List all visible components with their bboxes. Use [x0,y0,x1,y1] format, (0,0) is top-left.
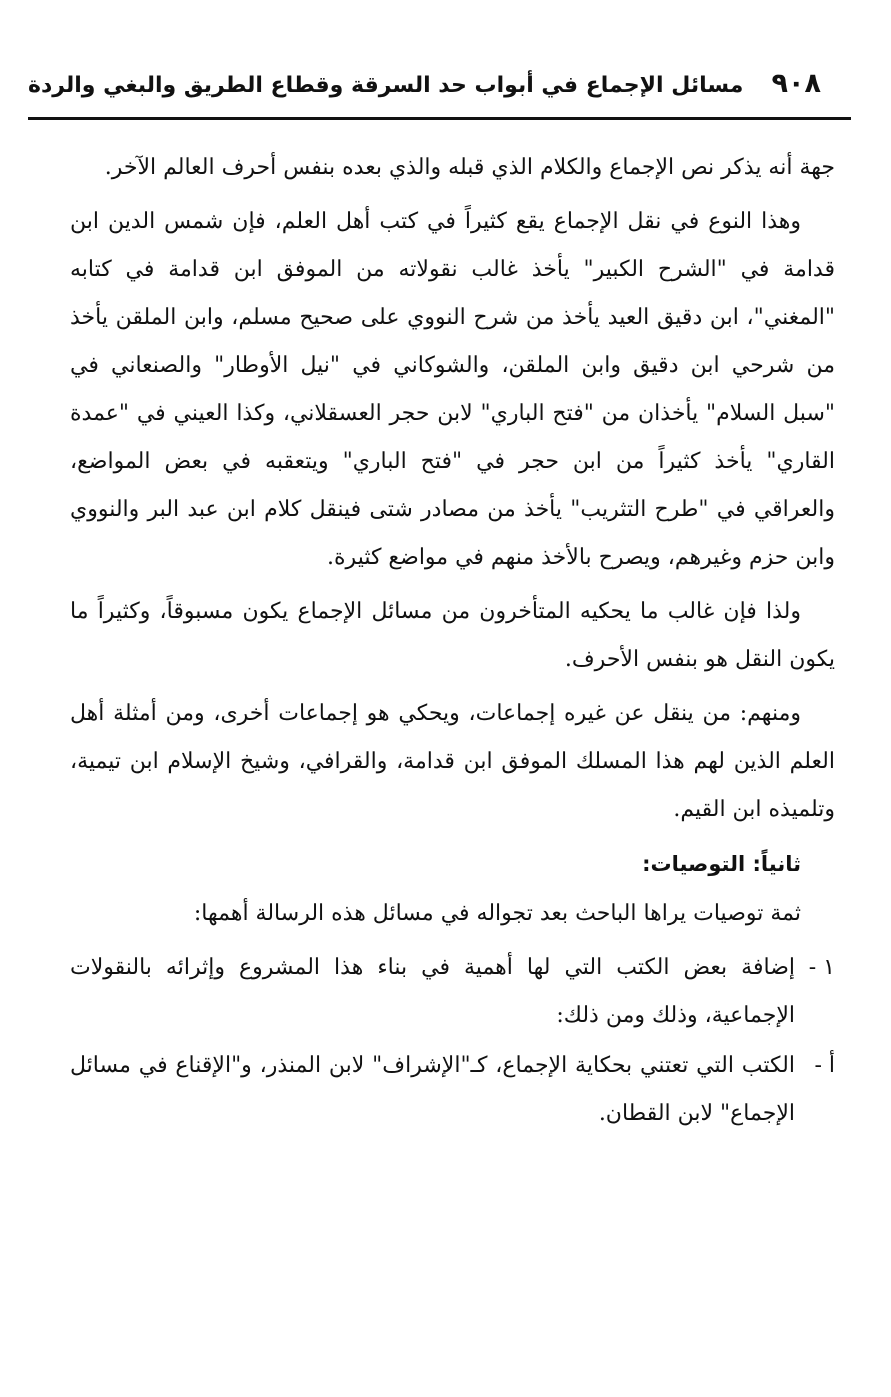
list-marker: ١ - [808,955,835,980]
list-item-text: إضافة بعض الكتب التي لها أهمية في بناء هذا المشروع وإثرائه بالنقولات الإجماعية، وذلك ومن ذلك: [70,955,795,1028]
paragraph-recommendations-intro: ثمة توصيات يراها الباحث بعد تجواله في مسائل هذه الرسالة أهمها: [193,901,801,926]
paragraph-later-scholars: ولذا فإن غالب ما يحكيه المتأخرون من مسائل الإجماع يكون مسبوقاً، وكثيراً ما يكون النقل هو بنفس الأحرف. [70,599,835,672]
paragraph-continuation: جهة أنه يذكر نص الإجماع والكلام الذي قبله والذي بعده بنفس أحرف العالم الآخر. [104,155,835,180]
paragraph-consensus-transmission: وهذا النوع في نقل الإجماع يقع كثيراً في كتب أهل العلم، فإن شمس الدين ابن قدامة في "الشرح الكبير" يأخذ غالب نقولاته من الموفق ابن قدامة في كتابه "المغني"، ابن دقيق العيد يأخذ من شرح النووي على صحيح مسلم، وابن الملقن يأخذ من شرحي ابن دقيق وابن الملقن، والشوكاني في "نيل الأوطار" والصنعاني في "سبل السلام" يأخذان من "فتح الباري" لابن حجر العسقلاني، وكذا العيني في "عمدة القاري" يأخذ كثيراً من ابن حجر في "فتح الباري" ويتعقبه في بعض المواضع، والعراقي في "طرح التثريب" يأخذ من مصادر شتى فينقل كلام ابن عبد البر والنووي وابن حزم وغيرهم، ويصرح بالأخذ منهم في مواضع كثيرة. [70,209,835,570]
page-body [70,144,835,1140]
list-marker: أ - [814,1053,835,1078]
page-header [28,62,821,116]
page-number: ٩٠٨ [771,68,821,99]
list-item-1 [70,944,835,1040]
list-item-text: الكتب التي تعتني بحكاية الإجماع، كـ"الإشراف" لابن المنذر، و"الإقناع في مسائل الإجماع" لابن القطان. [70,1053,795,1126]
running-title: مسائل الإجماع في أبواب حد السرقة وقطاع الطريق والبغي والردة [28,73,744,98]
section-heading-recommendations: ثانياً: التوصيات: [642,852,801,876]
paragraph-other-scholars: ومنهم: من ينقل عن غيره إجماعات، ويحكي هو إجماعات أخرى، ومن أمثلة أهل العلم الذين لهم هذا المسلك الموفق ابن قدامة، والقرافي، وشيخ الإسلام ابن تيمية، وتلميذه ابن القيم. [70,701,835,822]
header-rule [28,117,851,120]
list-item-a [70,1042,835,1138]
